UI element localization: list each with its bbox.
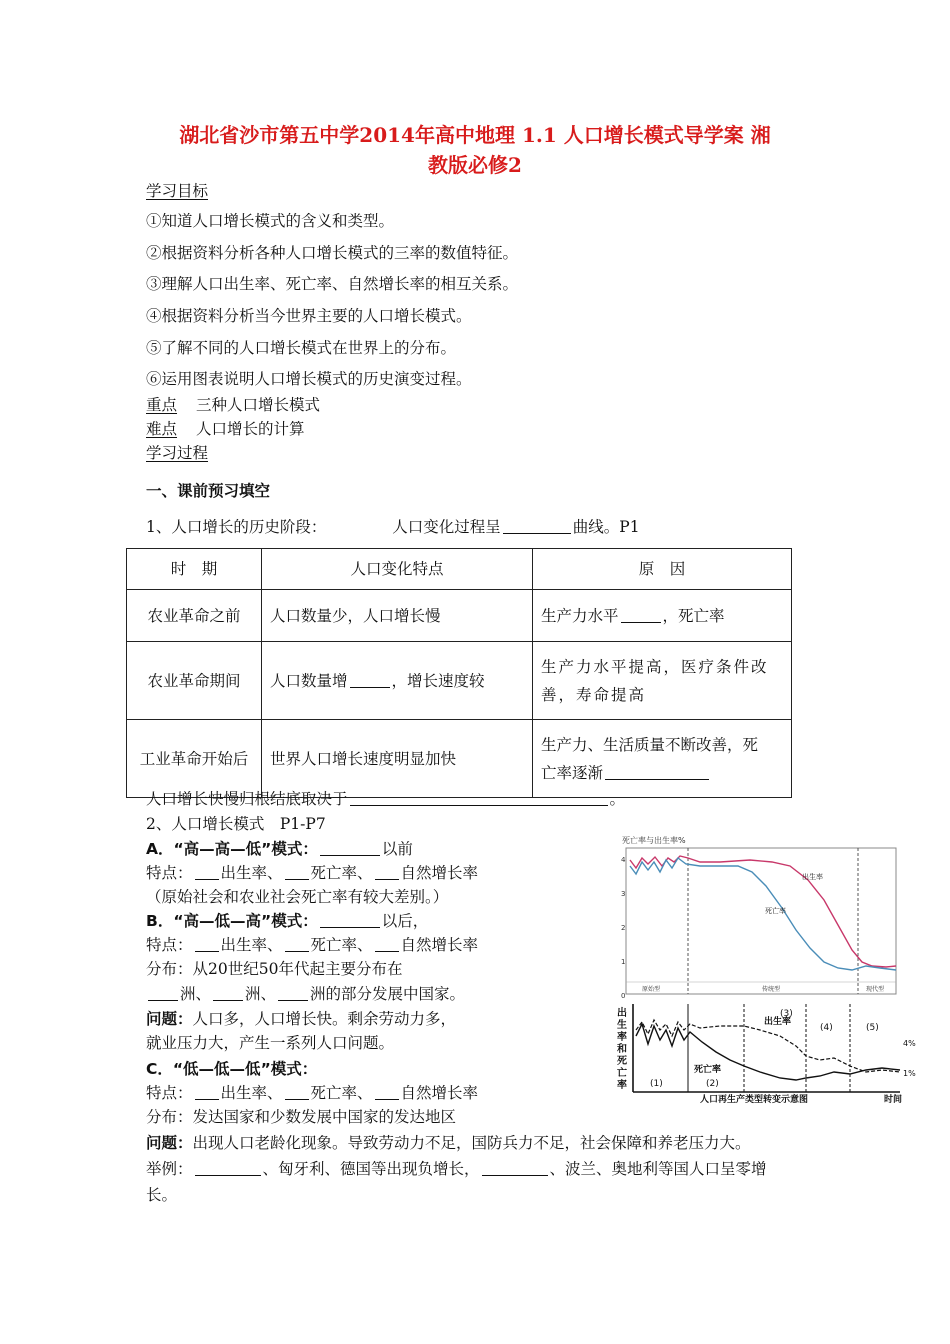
mode-a-features: 特点： 出生率、 死亡率、 自然增长率	[146, 864, 479, 882]
mode-c-features: 特点： 出生率、 死亡率、 自然增长率	[146, 1084, 479, 1102]
section1-title: 一、课前预习填空	[146, 482, 271, 500]
chart2-right-tick: 1%	[903, 1069, 916, 1078]
mode-b-problem-2: 就业压力大，产生一系列人口问题。	[146, 1034, 395, 1052]
chart1-ytick: 3	[621, 890, 626, 898]
chart1-ylabel: 死亡率与出生率%	[622, 836, 686, 845]
goal-item: ⑤了解不同的人口增长模式在世界上的分布。	[146, 339, 457, 357]
mode-b-distribution-2: 洲、 洲、 洲的部分发展中国家。	[146, 983, 465, 1005]
row1-period: 农业革命之前	[127, 590, 262, 642]
goals-heading: 学习目标	[146, 182, 209, 200]
chart2-right-tick: 4%	[903, 1039, 916, 1048]
mode-b-distribution: 分布：从20世纪50年代起主要分布在	[146, 960, 403, 978]
chart2-birth-curve	[636, 1020, 900, 1072]
chart1-ytick: 0	[621, 992, 626, 1000]
chart2-death-curve	[636, 1024, 900, 1080]
q1-prefix: 1、人口增长的历史阶段：	[146, 518, 327, 536]
chart2-ylabel-char: 率	[617, 1032, 627, 1043]
header-feature: 人口变化特点	[262, 549, 533, 590]
birth-rate-curve	[630, 856, 896, 967]
chart2-stage-label: (4)	[820, 1023, 833, 1033]
chart-demographic-transition	[617, 1004, 916, 1105]
row1-feature: 人口数量少，人口增长慢	[262, 590, 533, 642]
mode-a-title: A．“高—高—低”模式： 以前	[146, 840, 413, 858]
mode-c-example: 举例： 、匈牙利、德国等出现负增长， 、波兰、奥地利等国人口呈零增	[146, 1160, 767, 1178]
key-point-text: 三种人口增长模式	[195, 396, 320, 414]
mode-c-title: C．“低—低—低”模式：	[146, 1060, 318, 1078]
row3-period: 工业革命开始后	[127, 720, 262, 798]
chart2-stage-label: (3)	[780, 1009, 793, 1019]
mode-c-problem: 问题：出现人口老龄化现象。导致劳动力不足，国防兵力不足，社会保障和养老压力大。	[146, 1134, 751, 1152]
chart1-death-label: 死亡率	[765, 907, 786, 915]
mode-b-features: 特点： 出生率、 死亡率、 自然增长率	[146, 936, 479, 954]
chart1-stage-label: 现代型	[866, 986, 885, 993]
mode-a-note: （原始社会和农业社会死亡率有较大差别。）	[146, 888, 449, 906]
header-reason: 原 因	[533, 549, 792, 590]
row2-reason: 生产力水平提高，医疗条件改 善，寿命提高	[533, 642, 792, 720]
chart1-stage-label: 原始型	[642, 986, 661, 993]
header-period: 时 期	[127, 549, 262, 590]
mode-c-example-2: 长。	[146, 1186, 178, 1204]
row2-period: 农业革命期间	[127, 642, 262, 720]
chart2-ylabel-char: 率	[617, 1080, 627, 1091]
chart-birth-death-rates	[621, 835, 896, 1000]
row3-reason: 生产力、生活质量不断改善，死 亡率逐渐	[533, 720, 792, 798]
death-rate-curve	[630, 858, 896, 970]
chart2-birth-label: 出生率	[764, 1017, 792, 1027]
mode-b-problem: 问题：人口多，人口增长快。剩余劳动力多，	[146, 1010, 457, 1028]
chart2-caption: 人口再生产类型转变示意图	[700, 1095, 809, 1105]
q1-suffix: 曲线。P1	[572, 518, 640, 536]
q1-mid: 人口变化过程呈	[392, 518, 501, 536]
chart2-ylabel-char: 死	[617, 1056, 627, 1067]
chart1-ytick: 4	[621, 856, 626, 864]
goal-item: ①知道人口增长模式的含义和类型。	[146, 212, 395, 230]
chart2-stage-label: (1)	[650, 1079, 663, 1089]
mode-b-title: B．“高—低—高”模式： 以后，	[146, 912, 429, 930]
chart1-stage-label: 传统型	[762, 986, 781, 993]
goal-item: ⑥运用图表说明人口增长模式的历史演变过程。	[146, 370, 472, 388]
chart2-ylabel-char: 生	[617, 1020, 627, 1031]
chart1-birth-label: 出生率	[802, 873, 823, 881]
goal-item: ④根据资料分析当今世界主要的人口增长模式。	[146, 307, 472, 325]
title-line-1: 湖北省沙市第五中学2014年高中地理 1.1 人口增长模式导学案 湘	[179, 123, 771, 147]
chart2-ylabel-char: 和	[617, 1044, 627, 1055]
chart2-stage-label: (5)	[866, 1023, 879, 1033]
root-cause: 人口增长快慢归根结底取决于 。	[146, 790, 626, 808]
question-2: 2、人口增长模式 P1-P7	[146, 815, 326, 833]
chart2-death-label: 死亡率	[694, 1065, 722, 1075]
chart2-stage-label: (2)	[706, 1079, 719, 1089]
row3-feature: 世界人口增长速度明显加快	[262, 720, 533, 798]
difficulty-text: 人口增长的计算	[195, 420, 305, 438]
chart1-frame	[626, 848, 896, 994]
chart2-xlabel: 时间	[884, 1095, 903, 1105]
goal-item: ②根据资料分析各种人口增长模式的三率的数值特征。	[146, 244, 519, 262]
goal-item: ③理解人口出生率、死亡率、自然增长率的相互关系。	[146, 275, 519, 293]
chart1-ytick: 1	[621, 958, 626, 966]
mode-c-distribution: 分布：发达国家和少数发展中国家的发达地区	[146, 1108, 457, 1126]
key-point-label: 重点	[146, 396, 178, 414]
title-line-2: 教版必修2	[428, 153, 522, 177]
chart1-ytick: 2	[621, 924, 626, 932]
row1-reason: 生产力水平 ，死亡率	[533, 590, 792, 642]
difficulty-label: 难点	[146, 420, 178, 438]
process-heading: 学习过程	[146, 444, 209, 462]
row2-feature: 人口数量增 ，增长速度较	[262, 642, 533, 720]
chart2-ylabel-char: 亡	[617, 1068, 627, 1079]
chart2-ylabel-char: 出	[617, 1008, 627, 1019]
